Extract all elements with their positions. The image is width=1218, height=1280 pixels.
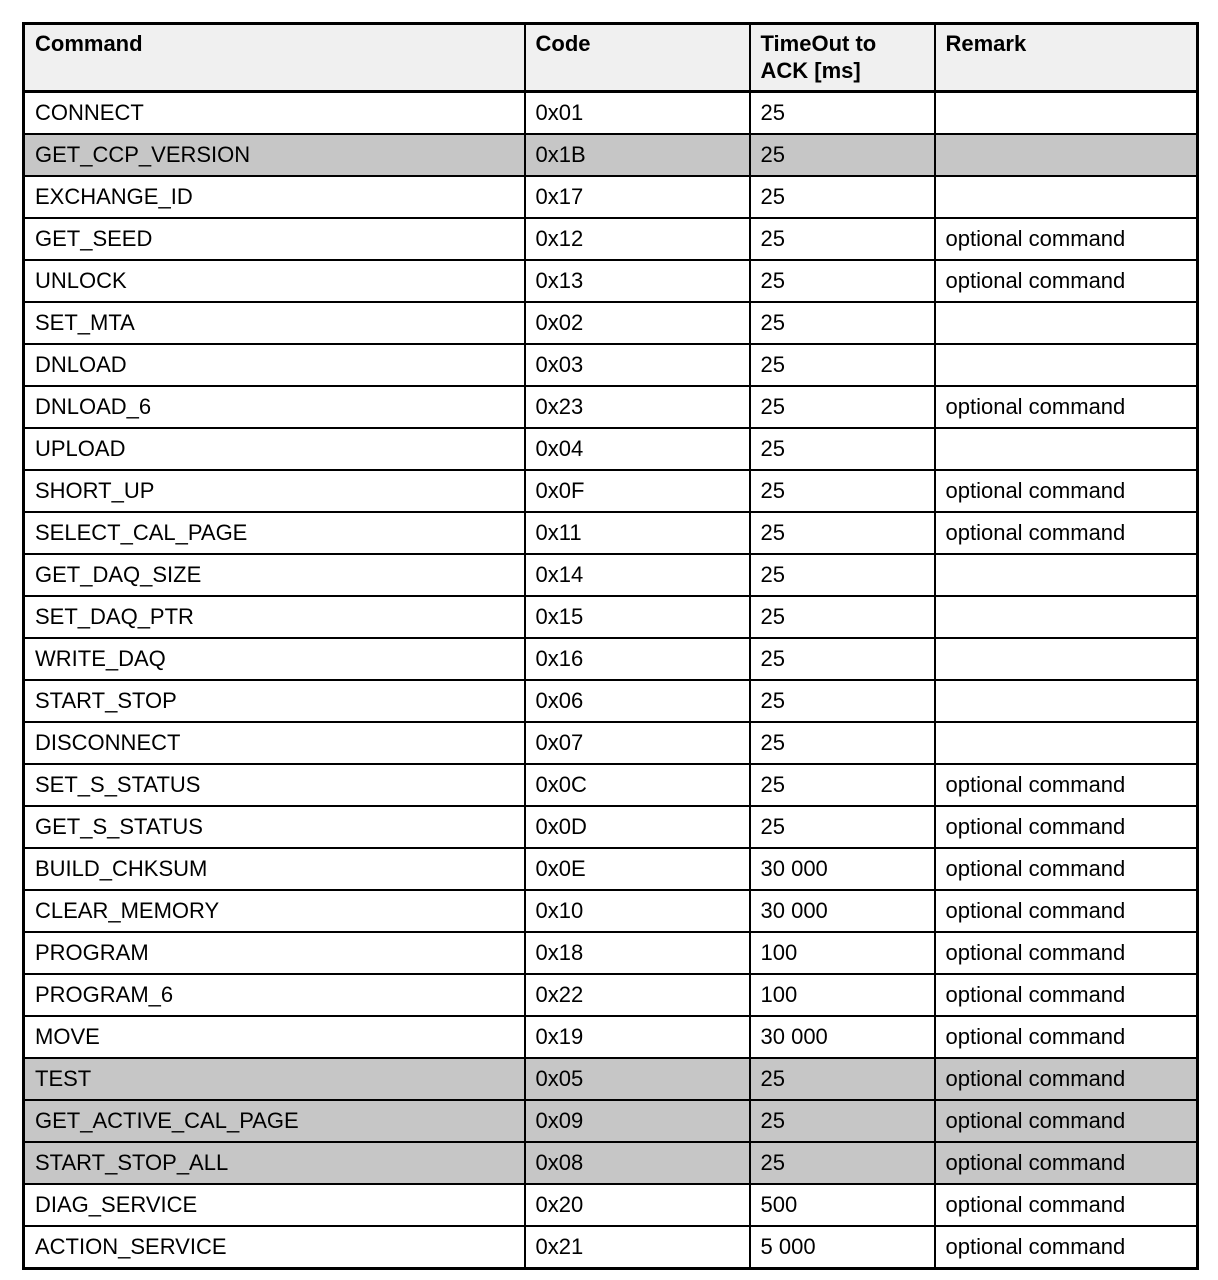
timeout-cell: 25 [750,302,935,344]
command-cell: MOVE [24,1016,525,1058]
command-cell: SET_S_STATUS [24,764,525,806]
code-cell: 0x0E [525,848,750,890]
table-row [24,428,1198,470]
remark-cell [935,638,1198,680]
code-cell: 0x03 [525,344,750,386]
timeout-cell: 25 [750,722,935,764]
table-row [24,722,1198,764]
column-header-timeout: TimeOut to ACK [ms] [750,24,935,92]
timeout-cell: 25 [750,1100,935,1142]
timeout-cell: 25 [750,512,935,554]
timeout-cell: 5 000 [750,1226,935,1269]
remark-cell: optional command [935,218,1198,260]
remark-cell [935,680,1198,722]
table-row [24,1226,1198,1269]
remark-cell: optional command [935,848,1198,890]
timeout-cell: 25 [750,344,935,386]
remark-cell [935,134,1198,176]
code-cell: 0x08 [525,1142,750,1184]
timeout-cell: 25 [750,428,935,470]
remark-cell [935,722,1198,764]
code-cell: 0x11 [525,512,750,554]
code-cell: 0x02 [525,302,750,344]
remark-cell: optional command [935,974,1198,1016]
timeout-cell: 25 [750,92,935,135]
table-row [24,680,1198,722]
timeout-cell: 30 000 [750,848,935,890]
code-cell: 0x07 [525,722,750,764]
command-cell: GET_S_STATUS [24,806,525,848]
command-cell: PROGRAM_6 [24,974,525,1016]
command-cell: SET_DAQ_PTR [24,596,525,638]
table-row [24,932,1198,974]
table-row [24,1058,1198,1100]
command-cell: EXCHANGE_ID [24,176,525,218]
timeout-cell: 100 [750,932,935,974]
command-cell: DISCONNECT [24,722,525,764]
code-cell: 0x22 [525,974,750,1016]
command-cell: ACTION_SERVICE [24,1226,525,1269]
table-row [24,260,1198,302]
timeout-cell: 25 [750,1058,935,1100]
remark-cell: optional command [935,1226,1198,1269]
code-cell: 0x1B [525,134,750,176]
remark-cell: optional command [935,512,1198,554]
timeout-cell: 25 [750,638,935,680]
timeout-cell: 100 [750,974,935,1016]
code-cell: 0x12 [525,218,750,260]
command-cell: GET_SEED [24,218,525,260]
table-row [24,1016,1198,1058]
table-row [24,596,1198,638]
command-cell: DIAG_SERVICE [24,1184,525,1226]
code-cell: 0x05 [525,1058,750,1100]
remark-cell: optional command [935,932,1198,974]
code-cell: 0x0C [525,764,750,806]
command-cell: UNLOCK [24,260,525,302]
timeout-cell: 25 [750,386,935,428]
table-row [24,890,1198,932]
remark-cell: optional command [935,1016,1198,1058]
command-cell: GET_DAQ_SIZE [24,554,525,596]
code-cell: 0x23 [525,386,750,428]
remark-cell: optional command [935,806,1198,848]
table-row [24,470,1198,512]
command-cell: DNLOAD_6 [24,386,525,428]
timeout-cell: 25 [750,596,935,638]
code-cell: 0x13 [525,260,750,302]
command-cell: START_STOP_ALL [24,1142,525,1184]
remark-cell [935,176,1198,218]
column-header-remark: Remark [935,24,1198,92]
code-cell: 0x18 [525,932,750,974]
remark-cell: optional command [935,764,1198,806]
timeout-cell: 30 000 [750,1016,935,1058]
table-row [24,554,1198,596]
remark-cell: optional command [935,1100,1198,1142]
remark-cell [935,302,1198,344]
code-cell: 0x04 [525,428,750,470]
remark-cell: optional command [935,1058,1198,1100]
table-row [24,1184,1198,1226]
timeout-cell: 25 [750,470,935,512]
code-cell: 0x16 [525,638,750,680]
code-cell: 0x0F [525,470,750,512]
command-cell: TEST [24,1058,525,1100]
command-cell: BUILD_CHKSUM [24,848,525,890]
remark-cell: optional command [935,386,1198,428]
table-row [24,638,1198,680]
table-row [24,134,1198,176]
code-cell: 0x19 [525,1016,750,1058]
command-cell: SELECT_CAL_PAGE [24,512,525,554]
code-cell: 0x20 [525,1184,750,1226]
timeout-cell: 25 [750,1142,935,1184]
command-cell: SHORT_UP [24,470,525,512]
command-cell: UPLOAD [24,428,525,470]
ccp-command-table [22,22,1199,1270]
column-header-command: Command [24,24,525,92]
remark-cell [935,92,1198,135]
remark-cell: optional command [935,890,1198,932]
remark-cell [935,554,1198,596]
remark-cell [935,344,1198,386]
table-row [24,764,1198,806]
remark-cell: optional command [935,470,1198,512]
timeout-cell: 25 [750,806,935,848]
timeout-cell: 500 [750,1184,935,1226]
command-cell: WRITE_DAQ [24,638,525,680]
timeout-cell: 25 [750,260,935,302]
table-body [24,92,1198,1269]
timeout-cell: 25 [750,764,935,806]
code-cell: 0x21 [525,1226,750,1269]
remark-cell [935,596,1198,638]
timeout-cell: 25 [750,176,935,218]
table-row [24,848,1198,890]
command-cell: SET_MTA [24,302,525,344]
table-header-row [24,24,1198,92]
code-cell: 0x06 [525,680,750,722]
code-cell: 0x01 [525,92,750,135]
table-row [24,302,1198,344]
table-row [24,1100,1198,1142]
timeout-cell: 25 [750,218,935,260]
timeout-cell: 30 000 [750,890,935,932]
table-row [24,806,1198,848]
remark-cell: optional command [935,260,1198,302]
table-row [24,176,1198,218]
code-cell: 0x10 [525,890,750,932]
timeout-cell: 25 [750,680,935,722]
timeout-cell: 25 [750,134,935,176]
code-cell: 0x17 [525,176,750,218]
table-row [24,974,1198,1016]
remark-cell [935,428,1198,470]
table-row [24,344,1198,386]
command-cell: GET_ACTIVE_CAL_PAGE [24,1100,525,1142]
command-cell: PROGRAM [24,932,525,974]
command-cell: CLEAR_MEMORY [24,890,525,932]
command-cell: CONNECT [24,92,525,135]
command-cell: DNLOAD [24,344,525,386]
table-row [24,512,1198,554]
command-cell: GET_CCP_VERSION [24,134,525,176]
table-row [24,92,1198,135]
code-cell: 0x09 [525,1100,750,1142]
command-cell: START_STOP [24,680,525,722]
column-header-code: Code [525,24,750,92]
table-row [24,1142,1198,1184]
code-cell: 0x14 [525,554,750,596]
code-cell: 0x15 [525,596,750,638]
remark-cell: optional command [935,1142,1198,1184]
timeout-cell: 25 [750,554,935,596]
code-cell: 0x0D [525,806,750,848]
table-row [24,218,1198,260]
remark-cell: optional command [935,1184,1198,1226]
table-row [24,386,1198,428]
